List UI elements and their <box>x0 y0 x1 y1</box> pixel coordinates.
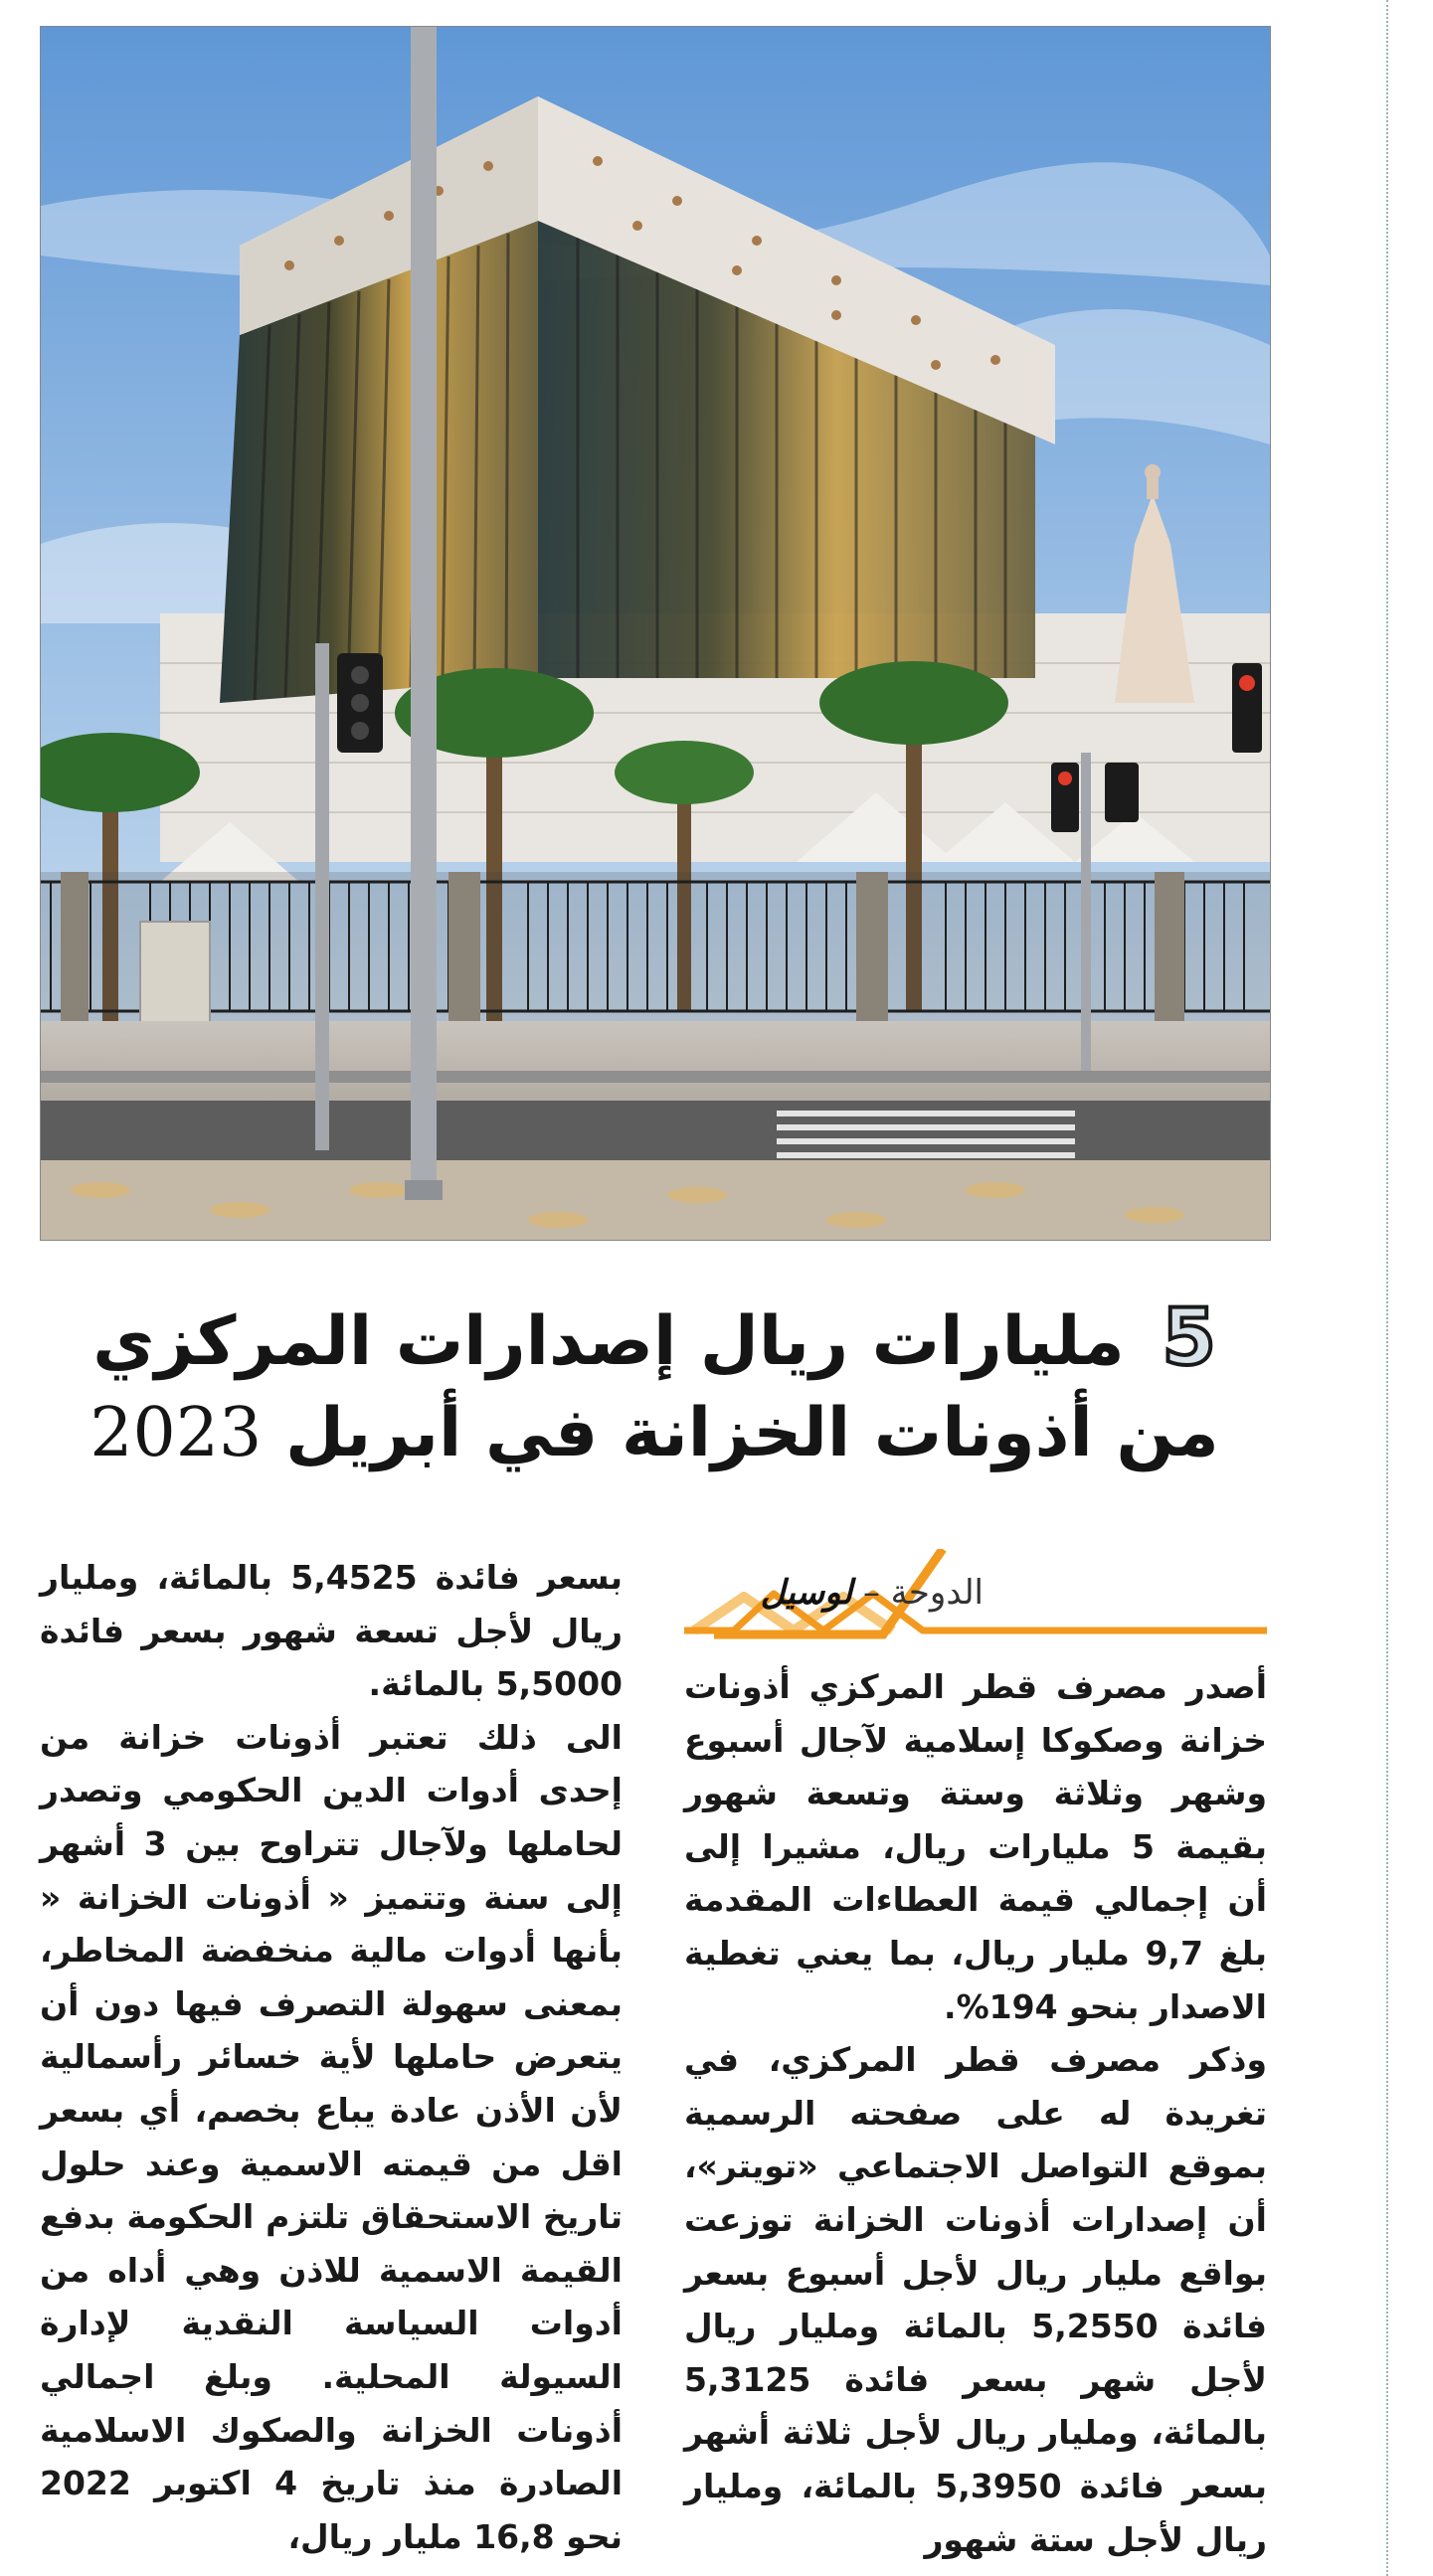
headline-number: 5 <box>1162 1293 1216 1383</box>
byline <box>684 1549 1267 1648</box>
article-paragraph: أصدر مصرف قطر المركزي أذونات خزانة وصكوكا إسلامية لآجال أسبوع وشهر وثلاثة وستة وتسعة شهور بقيمة 5 مليارات ريال، مشيرا إلى أن إجمالي قيمة العطاءات المقدمة بلغ 9,7 مليار ريال، بما يعني تغطية الاصدار بنحو 194%. <box>684 1667 1267 2026</box>
headline-line-2 <box>40 1388 1269 1479</box>
article-photo <box>40 26 1271 1241</box>
headline-line-1-text: مليارات ريال إصدارات المركزي <box>92 1302 1125 1381</box>
article-paragraph: الى ذلك تعتبر أذونات خزانة من إحدى أدوات الدين الحكومي وتصدر لحاملها ولآجال تتراوح بين 3 أشهر إلى سنة وتتميز « أذونات الخزانة « بأنها أدوات مالية منخفضة المخاطر، بمعنى سهولة التصرف فيها دون أن يتعرض حاملها لأية خسائر رأسمالية لأن الأذن عادة يباع بخصم، أي بسعر اقل من قيمته الاسمية وعند حلول تاريخ الاستحقاق تلتزم الحكومة بدفع القيمة الاسمية للاذن وهي أداه من أدوات السياسة النقدية لإدارة السيولة المحلية. وبلغ اجمالي أذونات الخزانة والصكوك الاسلامية الصادرة منذ تاريخ 4 اكتوبر 2022 نحو 16,8 مليار ريال، <box>40 1717 623 2556</box>
headline-line-1 <box>40 1292 1269 1388</box>
byline-city: الدوحة – <box>852 1573 984 1613</box>
byline-source: لوسيل <box>760 1573 853 1613</box>
byline-text <box>761 1573 984 1613</box>
article-paragraph: وذكر مصرف قطر المركزي، في تغريدة له على صفحته الرسمية بموقع التواصل الاجتماعي «تويتر»، أن إصدارات أذونات الخزانة توزعت بواقع مليار ريال لأجل أسبوع بسعر فائدة 5,2550 بالمائة ومليار ريال لأجل شهر بسعر فائدة 5,3125 بالمائة، ومليار ريال لأجل ثلاثة أشهر بسعر فائدة 5,3950 بالمائة، ومليار ريال لأجل ستة شهور <box>684 2040 1267 2559</box>
article-column-left <box>40 1551 623 2563</box>
headline-year: 2023 <box>90 1394 263 1472</box>
headline-line-2-text: من أذونات الخزانة في أبريل <box>284 1394 1219 1472</box>
article-column-right <box>684 1660 1267 2566</box>
headline <box>40 1292 1269 1479</box>
page-border-rule <box>1386 0 1388 2576</box>
article-paragraph: بسعر فائدة 5,4525 بالمائة، ومليار ريال لأجل تسعة شهور بسعر فائدة 5,5000 بالمائة. <box>40 1558 623 1704</box>
